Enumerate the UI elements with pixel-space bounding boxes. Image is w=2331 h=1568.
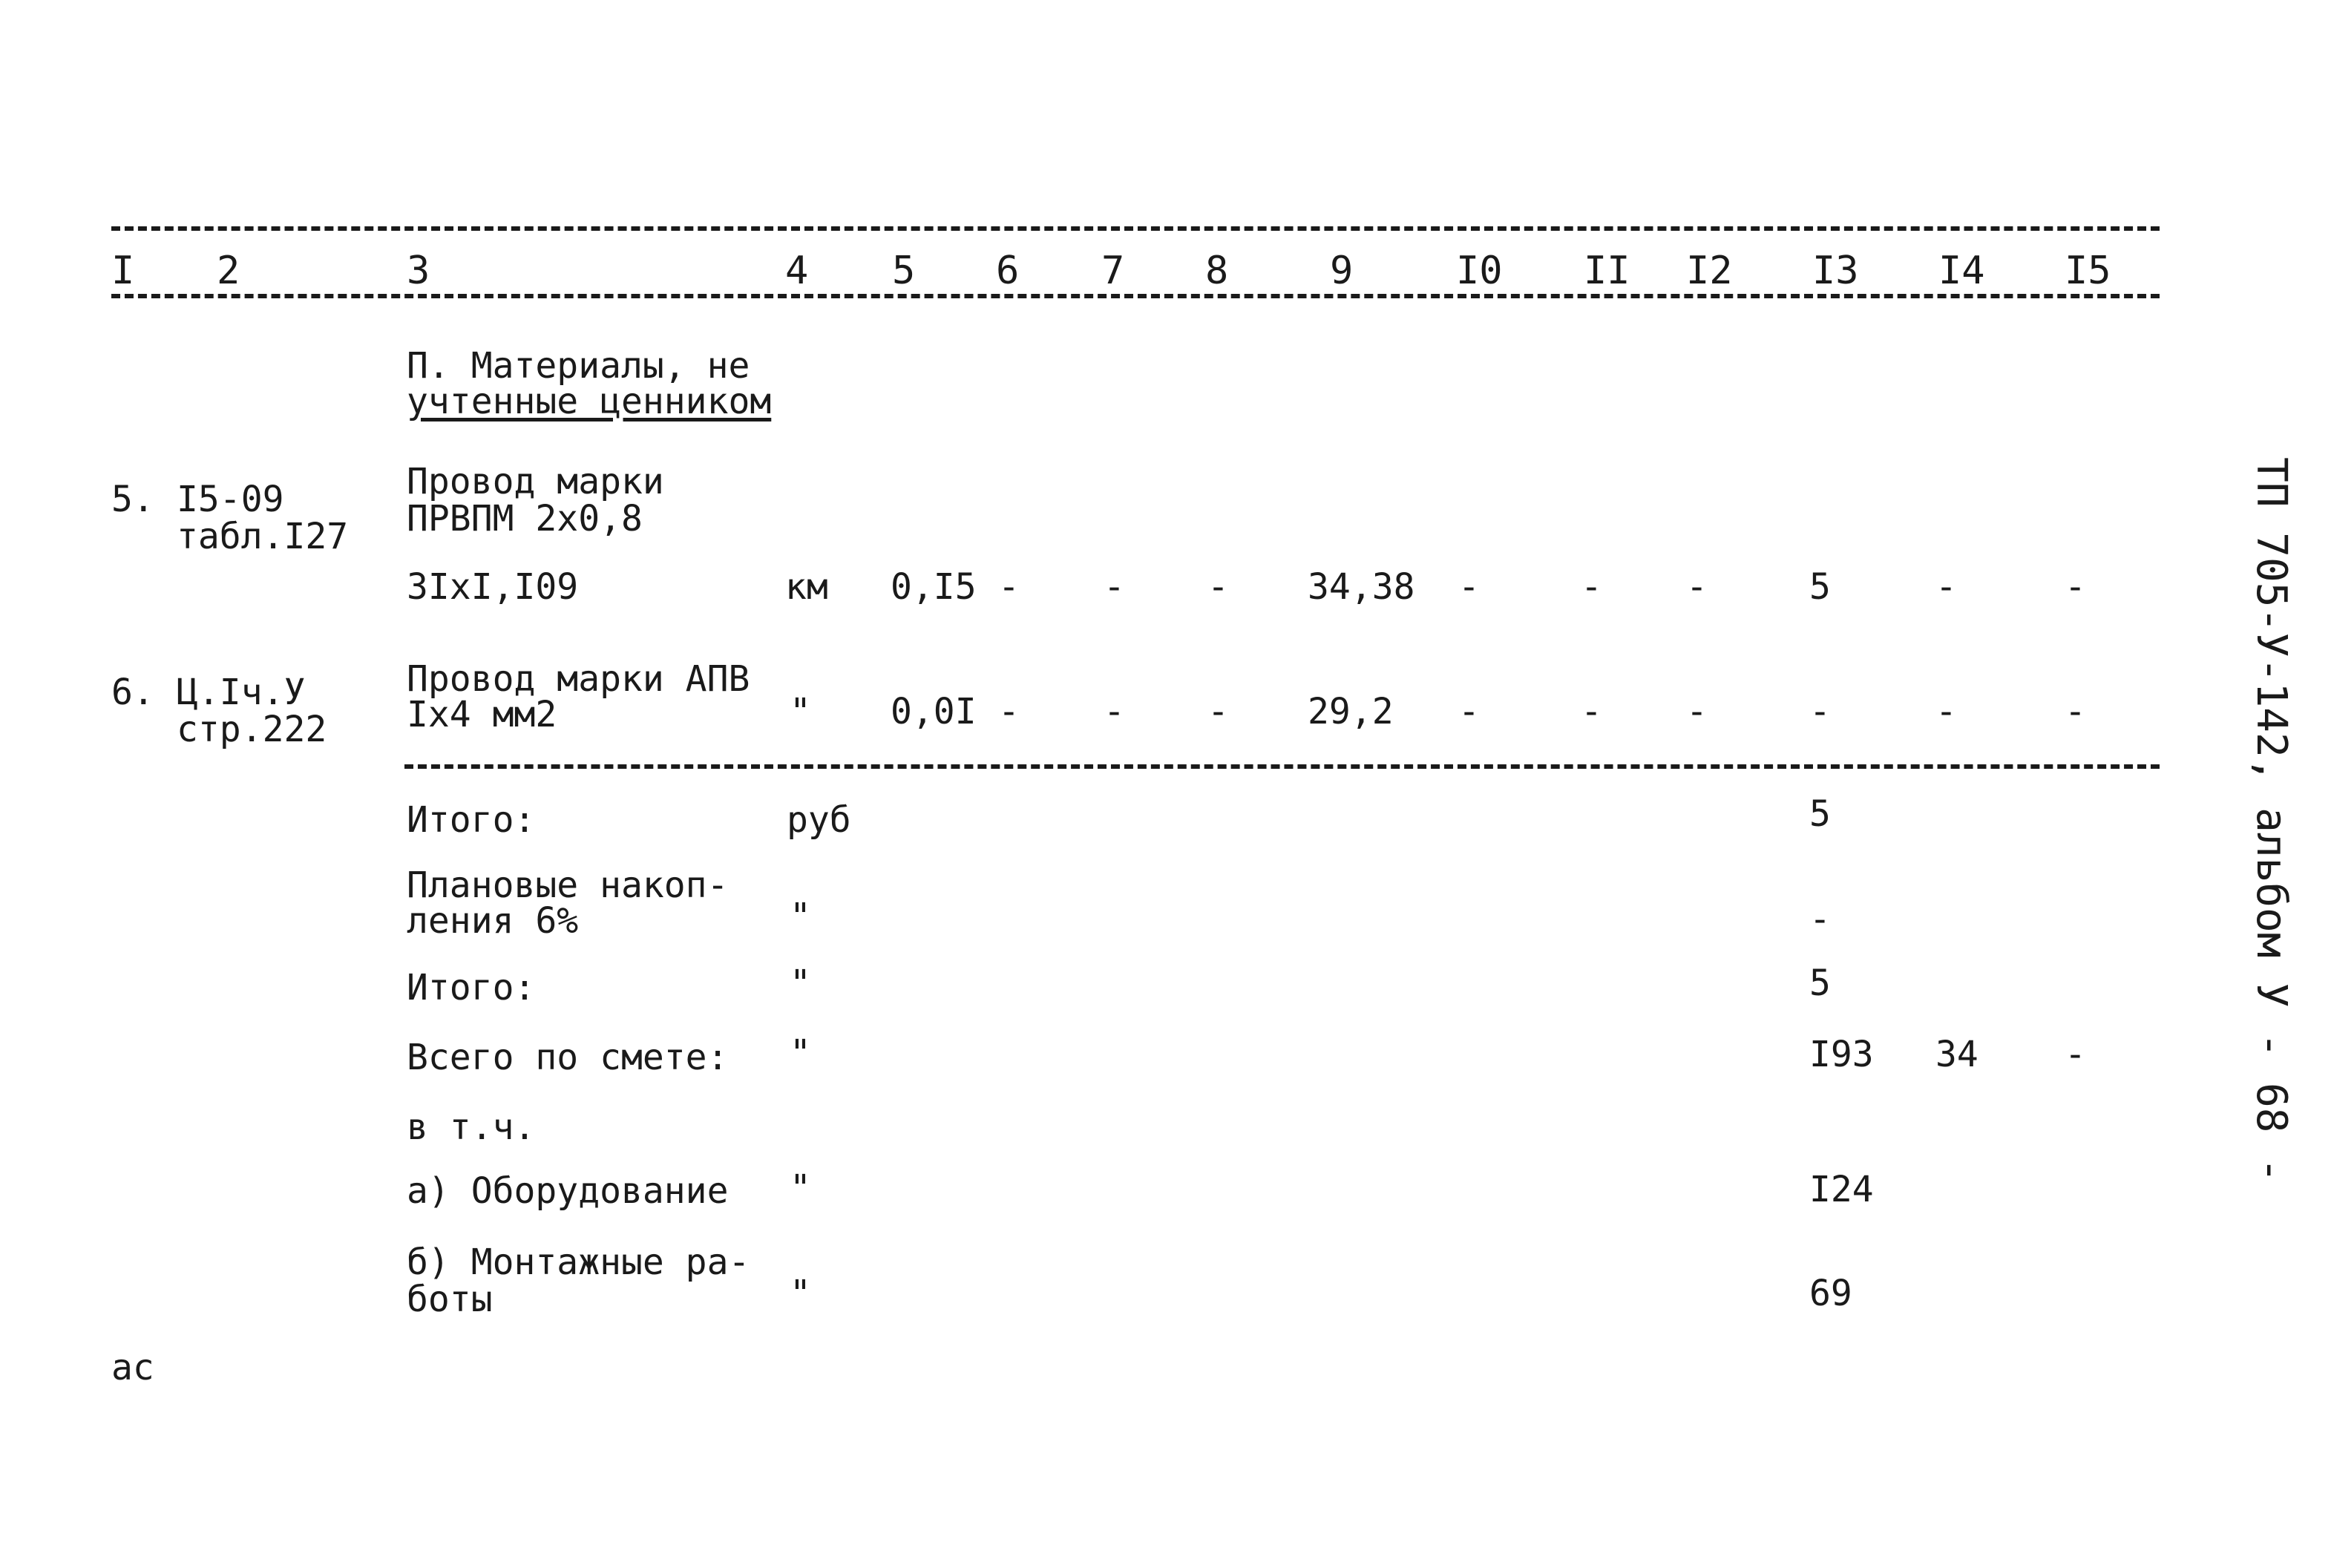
row-col10: - xyxy=(1458,691,1480,732)
row-code-page: стр.222 xyxy=(177,709,327,750)
planned-savings-label: Плановые накоп- xyxy=(407,865,729,906)
row-number: 5. xyxy=(111,479,154,520)
row-col9: 29,2 xyxy=(1308,691,1394,732)
grand-total-col15: - xyxy=(2065,1034,2086,1075)
row-unit: " xyxy=(790,691,811,732)
row-unit: км xyxy=(785,566,828,608)
row-col5: 0,I5 xyxy=(891,566,977,608)
row-name-line2: ПРВПМ 2х0,8 xyxy=(407,498,643,539)
row-name: Провод марки xyxy=(407,461,664,502)
col-header-14: I4 xyxy=(1938,249,1985,293)
equipment-unit: " xyxy=(790,1167,811,1209)
col-header-9: 9 xyxy=(1330,249,1354,293)
row-col5: 0,0I xyxy=(891,691,977,732)
col-header-3: 3 xyxy=(407,249,430,293)
col-header-2: 2 xyxy=(217,249,240,293)
grand-total-col14: 34 xyxy=(1935,1034,1978,1075)
header-bottom-rule xyxy=(111,294,2160,298)
row-col13: 5 xyxy=(1809,566,1831,608)
row-col9: 34,38 xyxy=(1308,566,1415,608)
row-col7: - xyxy=(1104,566,1125,608)
row-name: Провод марки АПВ xyxy=(407,658,750,700)
col-header-4: 4 xyxy=(785,249,809,293)
row-col8: - xyxy=(1207,691,1229,732)
col-header-10: I0 xyxy=(1456,249,1503,293)
total-value: 5 xyxy=(1809,962,1831,1004)
row-col14: - xyxy=(1935,691,1957,732)
row-col7: - xyxy=(1104,691,1125,732)
grand-total-unit: " xyxy=(790,1032,811,1074)
section-title-line2: учтенные ценником xyxy=(407,381,772,422)
including-label: в т.ч. xyxy=(407,1106,536,1148)
installation-label: б) Монтажные ра- xyxy=(407,1241,750,1283)
installation-unit: " xyxy=(790,1273,811,1314)
row-col6: - xyxy=(998,566,1020,608)
row-col15: - xyxy=(2065,566,2086,608)
grand-total-label: Всего по смете: xyxy=(407,1037,729,1078)
total-label: Итого: xyxy=(407,967,536,1008)
row-col8: - xyxy=(1207,566,1229,608)
col-header-7: 7 xyxy=(1101,249,1125,293)
row-col12: - xyxy=(1686,566,1708,608)
planned-savings-value: - xyxy=(1809,899,1831,940)
col-header-6: 6 xyxy=(996,249,1020,293)
total-value: 5 xyxy=(1809,793,1831,835)
row-number: 6. xyxy=(111,672,154,713)
grand-total-col13: I93 xyxy=(1809,1034,1874,1075)
row-code: Ц.Iч.У xyxy=(177,672,306,713)
row-col10: - xyxy=(1458,566,1480,608)
row-col13: - xyxy=(1809,691,1831,732)
col-header-1: I xyxy=(111,249,135,293)
totals-rule xyxy=(404,764,2160,769)
planned-savings-unit: " xyxy=(790,896,811,937)
installation-value: 69 xyxy=(1809,1273,1852,1314)
row-name-line2: Iх4 мм2 xyxy=(407,694,557,735)
equipment-value: I24 xyxy=(1809,1169,1874,1210)
total-label: Итого: xyxy=(407,799,536,841)
equipment-label: а) Оборудование xyxy=(407,1170,729,1212)
side-document-reference: ТП 705-У-142, альбом У - 68 - xyxy=(2247,457,2295,1183)
header-top-rule xyxy=(111,226,2160,231)
col-header-11: II xyxy=(1584,249,1630,293)
footer-mark: ас xyxy=(111,1347,154,1388)
row-col14: - xyxy=(1935,566,1957,608)
row-code-table: табл.I27 xyxy=(177,516,349,557)
row-col6: - xyxy=(998,691,1020,732)
planned-savings-label-line2: ления 6% xyxy=(407,900,579,942)
col-header-5: 5 xyxy=(892,249,916,293)
row-col11: - xyxy=(1581,691,1602,732)
col-header-13: I3 xyxy=(1812,249,1859,293)
row-code: I5-09 xyxy=(177,479,284,520)
section-title-line1: П. Материалы, не xyxy=(407,345,750,387)
col-header-12: I2 xyxy=(1686,249,1733,293)
row-col15: - xyxy=(2065,691,2086,732)
row-col11: - xyxy=(1581,566,1602,608)
col-header-8: 8 xyxy=(1205,249,1229,293)
col-header-15: I5 xyxy=(2065,249,2111,293)
installation-label-line2: боты xyxy=(407,1279,493,1320)
total-unit: " xyxy=(790,962,811,1004)
row-col12: - xyxy=(1686,691,1708,732)
total-unit: руб xyxy=(787,799,851,841)
row-formula: 3IхI,I09 xyxy=(407,566,579,608)
